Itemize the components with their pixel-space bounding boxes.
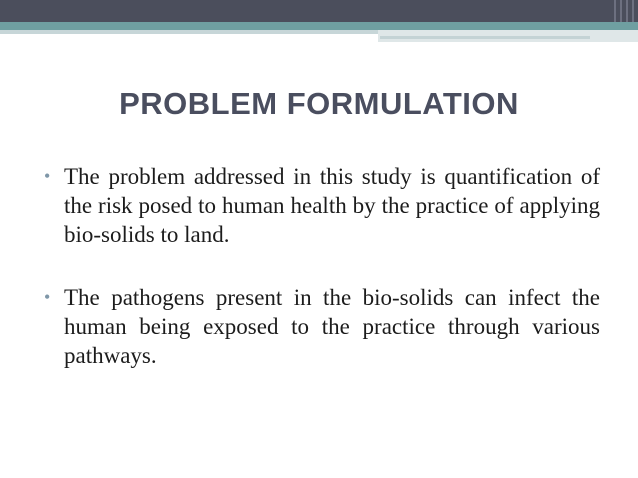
bullet-marker: • — [44, 287, 51, 307]
bullet-text: The pathogens present in the bio-solids can infect the human being exposed to the practice through various pathways. — [64, 285, 600, 368]
bullet-item — [44, 162, 600, 249]
bullet-item — [44, 283, 600, 370]
bullet-marker: • — [44, 166, 51, 186]
bullet-list — [44, 162, 600, 404]
header-band-teal — [0, 22, 638, 30]
header-band-light-strip — [380, 36, 590, 39]
slide-title: PROBLEM FORMULATION — [119, 86, 519, 121]
header-band-ticks — [610, 0, 638, 22]
header-band-dark — [0, 0, 638, 22]
bullet-text: The problem addressed in this study is quantification of the risk posed to human health by the practice of applying bio-solids to land. — [64, 164, 600, 247]
header-band-light-left — [0, 30, 378, 34]
